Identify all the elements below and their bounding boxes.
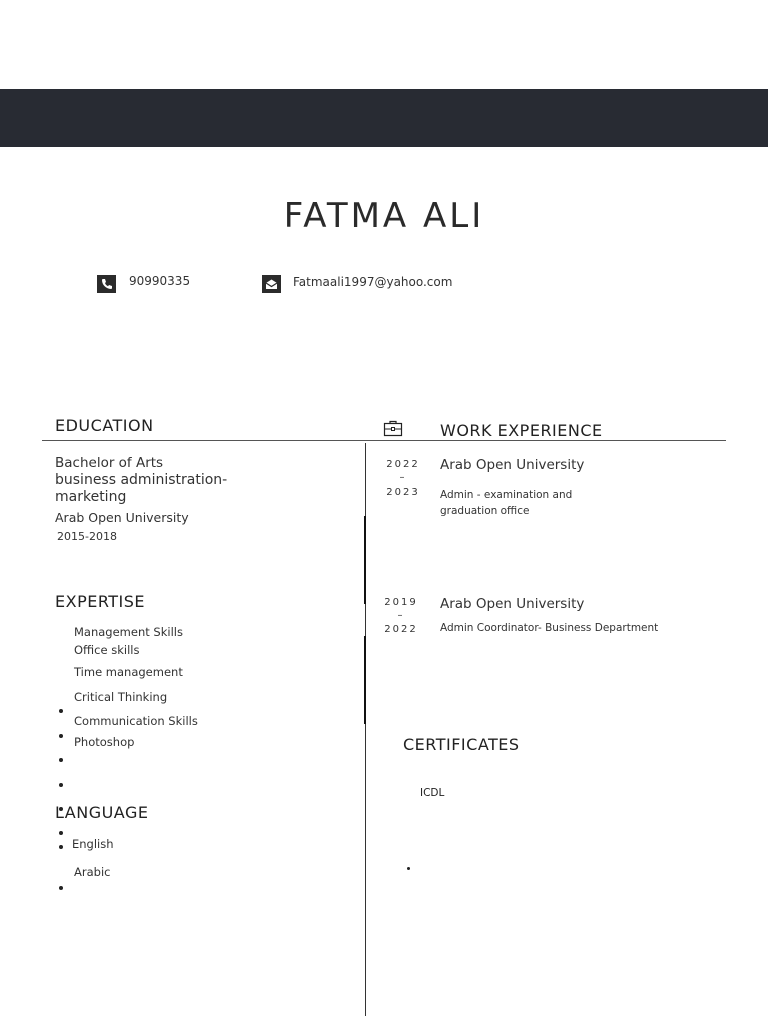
email-address: Fatmaali1997@yahoo.com [293,275,453,289]
language-item: English [72,837,114,851]
bullet [407,867,410,870]
phone-icon [97,275,116,293]
job-year-end: 2023 [386,487,420,498]
expertise-item: Management Skills [74,625,183,639]
bullet [59,709,63,713]
bullet [59,758,63,762]
phone-number: 90990335 [129,274,191,288]
education-major: marketing [55,489,127,505]
education-school: Arab Open University [55,510,189,525]
certificate-item: ICDL [420,787,445,799]
job-role: Admin - examination and [440,489,573,501]
candidate-name: FATMA ALI [283,196,485,236]
job-year-dash: – [397,610,405,621]
education-major: business administration- [55,472,228,488]
timeline-bar [364,636,366,724]
bullet [59,845,63,849]
expertise-item: Time management [74,665,183,679]
expertise-item: Communication Skills [74,714,198,728]
expertise-item: Photoshop [74,735,135,749]
header-band [0,89,768,147]
bullet [59,831,63,835]
job-role: graduation office [440,505,530,517]
expertise-item: Critical Thinking [74,690,168,704]
certificates-heading: CERTIFICATES [403,735,520,754]
job-year-start: 2019 [384,597,418,608]
bullet [59,886,63,890]
job-role: Admin Coordinator- Business Department [440,622,659,634]
education-years: 2015-2018 [57,530,117,543]
section-divider [42,440,726,441]
briefcase-icon [383,420,403,437]
expertise-item: Office skills [74,643,140,657]
language-item: Arabic [74,865,111,879]
job-year-end: 2022 [384,624,418,635]
education-degree: Bachelor of Arts [55,455,164,471]
bullet [59,734,63,738]
job-company: Arab Open University [440,596,585,612]
job-year-start: 2022 [386,459,420,470]
envelope-icon [262,275,281,293]
bullet [59,783,63,787]
education-heading: EDUCATION [55,416,154,435]
language-heading: LANGUAGE [55,803,149,822]
job-year-dash: – [399,472,407,483]
timeline-bar [364,516,366,604]
work-experience-heading: WORK EXPERIENCE [440,421,603,440]
expertise-heading: EXPERTISE [55,592,146,611]
job-company: Arab Open University [440,457,585,473]
